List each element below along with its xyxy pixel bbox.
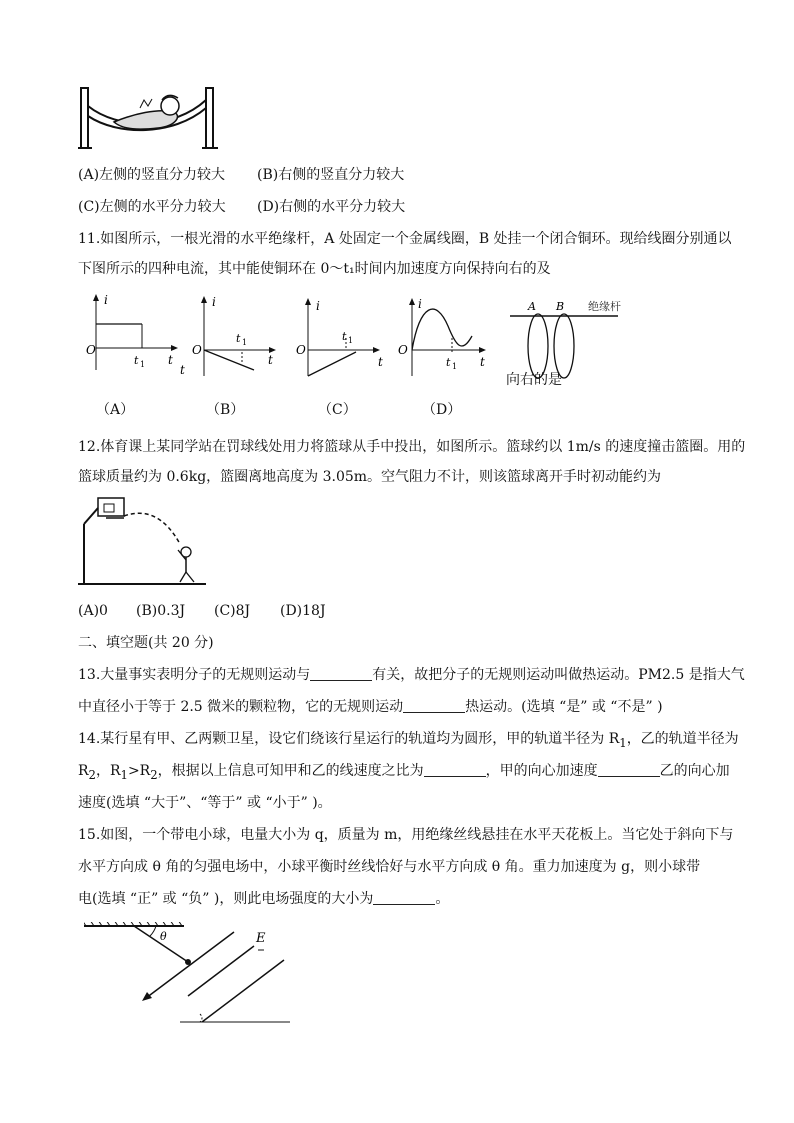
t1-label: t <box>236 332 241 345</box>
point-b-label: B <box>556 300 565 313</box>
q14-line-3: 速度(选填 “大于”、“等于” 或 “小于” )。 <box>78 795 332 811</box>
origin-label: O <box>86 343 96 357</box>
axis-i-label: i <box>104 293 108 307</box>
point-a-label: A <box>528 300 536 313</box>
q15-line-1: 15.如图，一个带电小球，电量大小为 q，质量为 m，用绝缘丝线悬挂在水平天花板上。当它处于斜向下与 <box>78 827 734 843</box>
q12-text-line-2: 篮球质量约为 0.6kg，篮圈离地高度为 3.05m。空气阻力不计，则该篮球离开手时初动能约为 <box>78 469 662 485</box>
q13-text-1a: 13.大量事实表明分子的无规则运动与 <box>78 667 311 683</box>
electric-field-figure <box>84 922 294 1026</box>
t1-sub-label: 1 <box>452 362 458 371</box>
axis-t-label: t <box>378 355 383 369</box>
q14-text-1b: ，乙的轨道半径为 <box>626 731 739 747</box>
q12-option-c: (C)8J <box>214 603 251 619</box>
t1-sub-label: 1 <box>348 336 354 345</box>
axis-i-label: i <box>418 297 422 311</box>
answer-blank[interactable] <box>424 762 486 777</box>
q13-line-2 <box>78 697 663 717</box>
angle-label: θ <box>160 930 167 943</box>
q12-option-d: (D)18J <box>280 603 326 619</box>
q12-text-line-1: 12.体育课上某同学站在罚球线处用力将篮球从手中投出，如图所示。篮球约以 1m/s 的速度撞击篮圈。用的 <box>78 439 746 455</box>
q10-option-d: (D)右侧的水平分力较大 <box>257 199 406 215</box>
q11-label-a: （A） <box>96 402 135 418</box>
q13-line-1 <box>78 665 745 685</box>
axis-t-label: t <box>268 353 273 367</box>
axis-t-label: t <box>180 363 185 377</box>
q11-graph-c <box>294 290 394 380</box>
t1-label: t <box>342 330 347 343</box>
section-2-heading: 二、填空题(共 20 分) <box>78 635 214 651</box>
q14-sub-2: 2 <box>88 767 96 782</box>
axis-t-label: t <box>480 355 485 369</box>
axis-t-label: t <box>168 353 173 367</box>
q11-label-b: （B） <box>206 402 245 418</box>
q12-option-b: (B)0.3J <box>136 603 186 619</box>
axis-i-label: i <box>316 299 320 313</box>
basketball-figure <box>78 494 208 590</box>
q14-text-1a: 14.某行星有甲、乙两颗卫星，设它们绕该行星运行的轨道均为圆形，甲的轨道半径为 R <box>78 731 620 747</box>
t1-label: t <box>446 356 451 369</box>
q14-text-2b: ，R <box>95 763 121 779</box>
q10-option-c: (C)左侧的水平分力较大 <box>78 199 226 215</box>
q11-graph-d <box>396 290 496 380</box>
q14-sub-4: 2 <box>150 767 158 782</box>
q15-text-3a: 电(选填 “正” 或 “负” )，则此电场强度的大小为 <box>78 891 374 907</box>
q15-line-2: 水平方向成 θ 角的匀强电场中，小球平衡时丝线恰好与水平方向成 θ 角。重力加速度为 g，则小球带 <box>78 859 701 875</box>
answer-blank[interactable] <box>310 666 372 681</box>
t1-sub-label: 1 <box>242 338 248 347</box>
q10-option-a: (A)左侧的竖直分力较大 <box>78 167 226 183</box>
q11-label-c: （C） <box>318 402 357 418</box>
origin-label: O <box>296 343 306 357</box>
q14-line-1 <box>78 729 739 753</box>
q13-text-2a: 中直径小于等于 2.5 微米的颗粒物，它的无规则运动 <box>78 699 404 715</box>
q10-option-b: (B)右侧的竖直分力较大 <box>257 167 405 183</box>
q14-sub-1: 1 <box>619 735 627 750</box>
origin-label: O <box>398 343 408 357</box>
q11-graph-b <box>180 290 280 380</box>
q14-sub-3: 1 <box>120 767 128 782</box>
answer-blank[interactable] <box>373 890 435 905</box>
axis-i-label: i <box>212 295 216 309</box>
q14-line-2 <box>78 761 730 785</box>
q11-text-line-2: 下图所示的四种电流，其中能使铜环在 0～t₁时间内加速度方向保持向右的及 <box>78 261 551 277</box>
answer-blank[interactable] <box>598 762 660 777</box>
q12-option-a: (A)0 <box>78 603 108 619</box>
rod-label: 绝缘杆 <box>588 300 621 313</box>
q11-caption: 向右的是 <box>506 372 562 388</box>
hammock-figure <box>78 86 220 150</box>
q15-text-3b: 。 <box>435 891 450 907</box>
t1-sub-label: 1 <box>140 360 146 369</box>
q14-text-2a: R <box>78 763 89 779</box>
field-label: E <box>256 931 266 946</box>
q13-text-1b: 有关，故把分子的无规则运动叫做热运动。PM2.5 是指大气 <box>372 667 745 683</box>
q14-text-2d: ，根据以上信息可知甲和乙的线速度之比为 <box>157 763 424 779</box>
t1-label: t <box>134 354 139 367</box>
q14-text-2c: >R <box>127 763 151 779</box>
q11-text-line-1: 11.如图所示，一根光滑的水平绝缘杆，A 处固定一个金属线圈，B 处挂一个闭合铜环。现给线圈分别通以 <box>78 231 732 247</box>
q15-line-3 <box>78 889 449 909</box>
origin-label: O <box>192 343 202 357</box>
q14-text-2e: ，甲的向心加速度 <box>485 763 598 779</box>
answer-blank[interactable] <box>403 698 465 713</box>
q11-label-d: （D） <box>422 402 462 418</box>
q14-text-2f: 乙的向心加 <box>659 763 730 779</box>
q11-graph-a <box>84 290 184 380</box>
q13-text-2b: 热运动。(选填 “是” 或 “不是” ) <box>465 699 663 715</box>
